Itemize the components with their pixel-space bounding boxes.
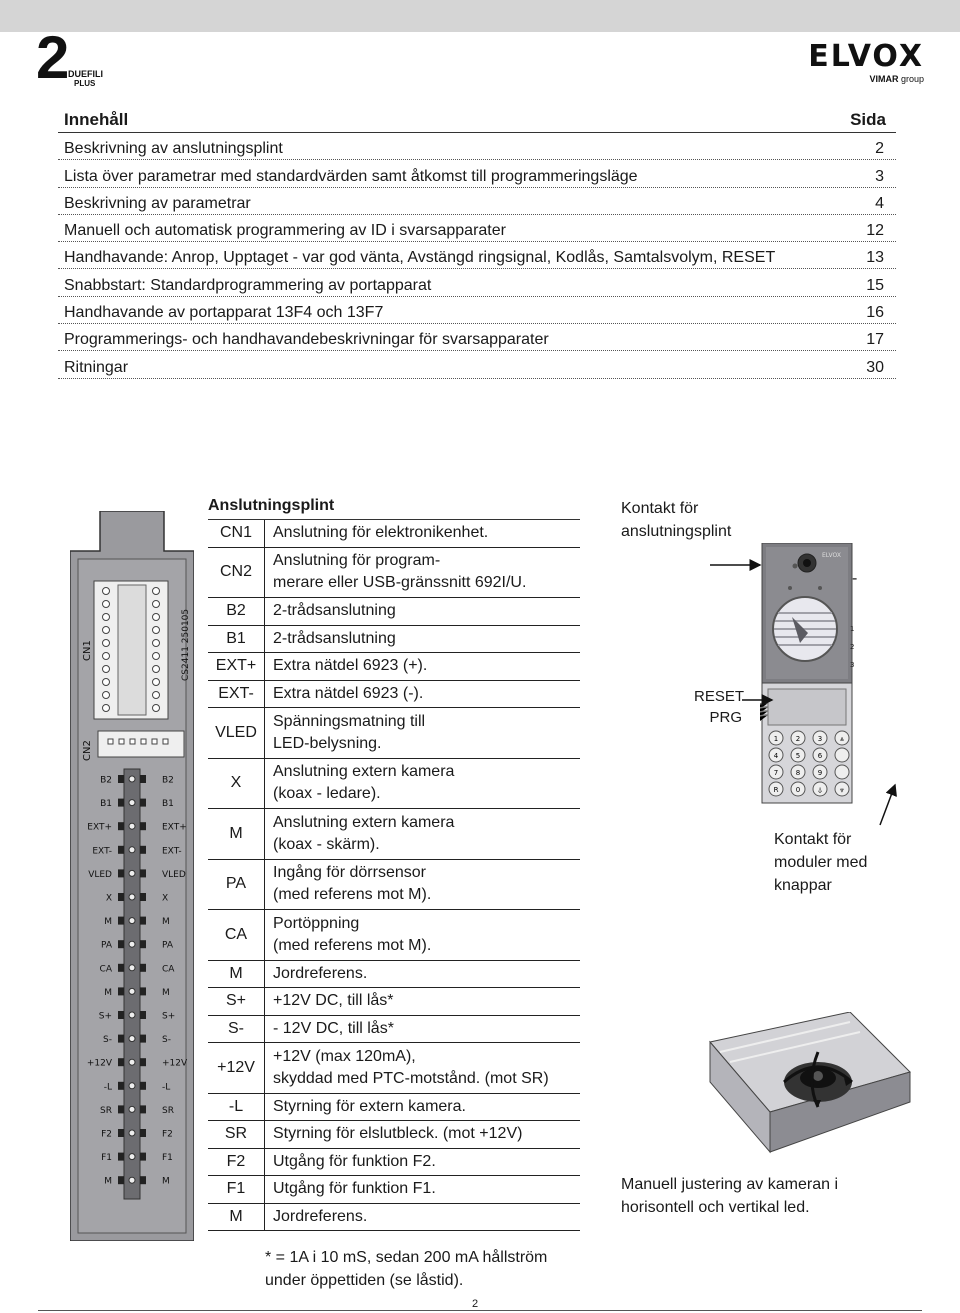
terminal-contact — [129, 800, 135, 806]
cn1-pin — [153, 679, 160, 686]
terminal-contact — [129, 1083, 135, 1089]
keypad-label: 6 — [817, 752, 823, 760]
terminal-label-left: M — [104, 1176, 112, 1187]
footnote-line2: under öppettiden (se låstid). — [265, 1272, 464, 1289]
terminal-contact — [129, 988, 135, 994]
terminal-description-line: Jordreferens. — [273, 1207, 368, 1225]
terminal-row — [208, 1121, 580, 1149]
terminal-row — [208, 860, 580, 911]
footer-rule — [38, 1310, 922, 1311]
cn1-pin — [153, 640, 160, 647]
terminal-contact — [129, 823, 135, 829]
terminal-row — [208, 626, 580, 654]
keypad-label: ⩔ — [840, 786, 844, 794]
elvox-logo — [804, 39, 924, 88]
cn1-pin — [153, 705, 160, 712]
terminal-description-line: Anslutning extern kamera — [273, 763, 455, 781]
terminal-label-left: S+ — [98, 1011, 112, 1022]
terminal-screw — [118, 1011, 124, 1019]
terminal-row — [208, 1204, 580, 1232]
cn1-pin — [103, 588, 110, 595]
terminal-description — [265, 759, 580, 809]
toc-page: 12 — [866, 222, 884, 240]
terminal-label-left: SR — [100, 1105, 112, 1116]
cn1-pin — [103, 679, 110, 686]
toc-label: Handhavande: Anrop, Upptaget - var god vänta, Avstängd ringsignal, Kodlås, Samtalsvolym, RESET — [64, 249, 776, 267]
terminal-screw — [140, 940, 146, 948]
label-kontakt-moduler-line3: knappar — [774, 877, 832, 894]
terminal-label-right: F1 — [162, 1153, 173, 1164]
terminal-description-line: Portöppning — [273, 914, 360, 932]
terminal-screw — [140, 822, 146, 830]
table-of-contents — [58, 104, 896, 379]
terminal-key: EXT+ — [208, 653, 265, 680]
terminal-key: S+ — [208, 988, 265, 1015]
toc-label: Manuell och automatisk programmering av ID i svarsapparater — [64, 222, 506, 240]
terminal-label-right: F2 — [162, 1129, 173, 1140]
terminal-contact — [129, 1012, 135, 1018]
terminal-label-right: M — [162, 917, 170, 928]
toc-label: Programmerings- och handhavandebeskrivningar för svarsapparater — [64, 331, 549, 349]
terminal-description — [265, 1149, 580, 1176]
toc-row[interactable] — [58, 297, 896, 324]
terminal-description — [265, 520, 580, 547]
terminal-description — [265, 708, 580, 758]
terminal-description-line: Anslutning för program- — [273, 552, 441, 570]
terminal-screw — [118, 1153, 124, 1161]
terminal-description — [265, 1016, 580, 1043]
terminal-description-line: (koax - ledare). — [273, 785, 381, 803]
label-kontakt-moduler — [774, 828, 867, 897]
terminal-description-line: (med referens mot M). — [273, 936, 432, 954]
terminal-screw — [140, 893, 146, 901]
toc-page: 2 — [875, 140, 884, 158]
terminal-description-line: - 12V DC, till lås* — [273, 1019, 394, 1037]
terminal-description-line: Spänningsmatning till — [273, 712, 426, 730]
terminal-label-left: VLED — [88, 869, 112, 880]
keypad-label: ⍙ — [817, 786, 823, 794]
terminal-key: SR — [208, 1121, 265, 1148]
cn1-pin — [153, 614, 160, 621]
terminal-description-line: Anslutning extern kamera — [273, 813, 455, 831]
toc-row[interactable] — [58, 242, 896, 269]
toc-label: Handhavande av portapparat 13F4 och 13F7 — [64, 304, 384, 322]
terminal-description — [265, 1094, 580, 1121]
terminal-contact — [129, 870, 135, 876]
cn1-pin — [103, 692, 110, 699]
toc-page: 4 — [875, 194, 884, 212]
terminal-label-left: B1 — [100, 799, 112, 810]
terminal-key: CA — [208, 910, 265, 960]
terminal-description-line: Styrning för elslutbleck. (mot +12V) — [273, 1125, 523, 1143]
terminal-contact — [129, 776, 135, 782]
terminal-screw — [118, 1129, 124, 1137]
terminal-screw — [118, 940, 124, 948]
toc-row[interactable] — [58, 269, 896, 296]
toc-page-header: Sida — [850, 110, 886, 129]
terminal-description-line: Utgång för funktion F2. — [273, 1152, 436, 1170]
terminal-screw — [140, 1058, 146, 1066]
toc-page: 13 — [866, 249, 884, 267]
terminal-description — [265, 548, 580, 598]
terminal-key: F1 — [208, 1176, 265, 1203]
toc-row[interactable] — [58, 351, 896, 378]
terminal-label-right: S+ — [162, 1011, 176, 1022]
keypad-label: 4 — [773, 752, 779, 760]
terminal-screw — [118, 987, 124, 995]
terminal-description — [265, 681, 580, 708]
terminal-description — [265, 653, 580, 680]
label-kontakt-plint-line2: anslutningsplint — [621, 523, 732, 540]
terminal-label-right: S- — [162, 1035, 171, 1046]
terminal-screw — [118, 775, 124, 783]
footnote-line1: * = 1A i 10 mS, sedan 200 mA hållström — [265, 1249, 548, 1266]
toc-page: 17 — [866, 331, 884, 349]
terminal-screw — [118, 869, 124, 877]
terminal-key: F2 — [208, 1149, 265, 1176]
terminal-screw — [118, 1176, 124, 1184]
terminal-contact — [129, 1106, 135, 1112]
terminal-screw — [140, 846, 146, 854]
footnote — [265, 1246, 547, 1292]
svg-text:3: 3 — [850, 661, 855, 669]
cn1-pin — [103, 640, 110, 647]
terminal-label-left: F1 — [101, 1153, 112, 1164]
terminal-key: S- — [208, 1016, 265, 1043]
terminal-label-right: -L — [162, 1082, 171, 1093]
terminal-label-right: SR — [162, 1105, 174, 1116]
brand-sub-text: group — [900, 74, 924, 84]
terminal-label-left: EXT- — [92, 846, 112, 857]
cn1-pin — [103, 653, 110, 660]
terminal-description-line: (med referens mot M). — [273, 886, 432, 904]
cn2-pin — [108, 739, 113, 744]
terminal-label-right: B1 — [162, 799, 174, 810]
toc-row[interactable] — [58, 133, 896, 160]
cn1-key — [118, 585, 146, 715]
brand-sub — [804, 74, 924, 84]
terminal-label-right: CA — [162, 964, 175, 975]
terminal-screw — [140, 1153, 146, 1161]
terminal-key: +12V — [208, 1043, 265, 1093]
keypad-button — [835, 765, 849, 779]
terminal-screw — [118, 822, 124, 830]
keypad-label: 3 — [817, 735, 823, 743]
terminal-label-right: B2 — [162, 775, 174, 786]
toc-page: 3 — [875, 167, 884, 185]
terminal-key: X — [208, 759, 265, 809]
logo-numeral: 2 — [36, 24, 68, 91]
terminal-screw — [140, 964, 146, 972]
terminal-description-line: Extra nätdel 6923 (-). — [273, 684, 424, 702]
due-fili-plus-logo — [36, 24, 108, 91]
terminal-row — [208, 1094, 580, 1122]
terminal-contact — [129, 918, 135, 924]
terminal-label-right: M — [162, 1176, 170, 1187]
label-reset-prg — [694, 686, 745, 728]
terminal-screw — [140, 1035, 146, 1043]
terminal-row — [208, 1016, 580, 1044]
brand-sub-bold: VIMAR — [869, 74, 899, 84]
terminal-description — [265, 961, 580, 988]
terminal-row — [208, 961, 580, 989]
terminal-label-left: F2 — [101, 1129, 112, 1140]
terminal-screw — [118, 1058, 124, 1066]
toc-label: Ritningar — [64, 358, 129, 376]
cn2-pin — [163, 739, 168, 744]
terminal-screw — [118, 846, 124, 854]
terminal-label-left: M — [104, 917, 112, 928]
cn2-pin — [130, 739, 135, 744]
terminal-screw — [140, 917, 146, 925]
terminal-screw — [118, 964, 124, 972]
terminal-screw — [118, 799, 124, 807]
terminal-description — [265, 988, 580, 1015]
terminal-screw — [140, 1176, 146, 1184]
logo-line1: DUEFILI — [68, 69, 103, 79]
terminal-key: B1 — [208, 626, 265, 653]
top-bar — [0, 0, 960, 32]
terminal-description — [265, 1204, 580, 1231]
keypad-button — [835, 748, 849, 762]
terminal-row — [208, 759, 580, 810]
svg-text:2: 2 — [850, 643, 855, 651]
terminal-contact — [129, 894, 135, 900]
terminal-screw — [118, 1035, 124, 1043]
terminal-screw — [118, 1082, 124, 1090]
terminal-description-line: LED-belysning. — [273, 734, 382, 752]
toc-title: Innehåll — [64, 110, 129, 129]
label-kontakt-plint — [621, 497, 731, 543]
terminal-description-line: Styrning för extern kamera. — [273, 1097, 466, 1115]
terminal-description — [265, 910, 580, 960]
toc-label: Lista över parametrar med standardvärden samt åtkomst till programmeringsläge — [64, 167, 638, 185]
terminal-description — [265, 809, 580, 859]
toc-row[interactable] — [58, 215, 896, 242]
terminal-contact — [129, 1036, 135, 1042]
terminal-block-diagram — [70, 511, 194, 1241]
toc-page: 15 — [866, 276, 884, 294]
terminal-label-right: EXT+ — [162, 822, 187, 833]
label-manuell-line2: horisontell och vertikal led. — [621, 1199, 810, 1216]
terminal-description-line: skyddad med PTC-motstånd. (mot SR) — [273, 1069, 549, 1087]
terminal-description-line: +12V DC, till lås* — [273, 992, 394, 1010]
door-station-illustration — [760, 543, 858, 805]
terminal-screw — [140, 1011, 146, 1019]
label-prg: PRG — [709, 709, 742, 726]
terminal-description-line: Anslutning för elektronikenhet. — [273, 524, 489, 542]
cn1-pin — [153, 588, 160, 595]
table-title: Anslutningsplint — [208, 497, 335, 514]
cn2-pin — [119, 739, 124, 744]
terminal-screw — [140, 799, 146, 807]
terminal-key: CN2 — [208, 548, 265, 598]
terminal-row — [208, 988, 580, 1016]
terminal-description-line: +12V (max 120mA), — [273, 1047, 416, 1065]
terminal-label-right: VLED — [162, 869, 186, 880]
terminal-row — [208, 598, 580, 626]
terminal-label-right: EXT- — [162, 846, 182, 857]
svg-text:1: 1 — [850, 625, 855, 633]
cn1-pin — [153, 601, 160, 608]
toc-page: 30 — [866, 358, 884, 376]
terminal-key: CN1 — [208, 520, 265, 547]
terminal-contact — [129, 847, 135, 853]
terminal-screw — [140, 869, 146, 877]
keypad-label: 0 — [795, 786, 801, 794]
terminal-screw — [140, 987, 146, 995]
toc-page: 16 — [866, 304, 884, 322]
terminal-description — [265, 598, 580, 625]
cn1-label: CN1 — [82, 640, 93, 661]
terminal-label-right: M — [162, 987, 170, 998]
terminal-description — [265, 1121, 580, 1148]
terminal-label-right: +12V — [162, 1058, 188, 1069]
terminal-description — [265, 860, 580, 910]
keypad-label: 5 — [795, 752, 801, 760]
cn1-pin — [153, 627, 160, 634]
toc-label: Beskrivning av parametrar — [64, 194, 251, 212]
terminal-screw — [140, 1105, 146, 1113]
terminal-label-left: CA — [99, 964, 112, 975]
terminal-row — [208, 708, 580, 759]
terminal-contact — [129, 941, 135, 947]
keypad-label: ⩓ — [840, 735, 844, 743]
terminal-label-left: PA — [100, 940, 112, 951]
terminal-description-line: 2-trådsanslutning — [273, 602, 396, 620]
terminal-label-left: S- — [103, 1035, 112, 1046]
terminal-screw — [118, 1105, 124, 1113]
terminal-key: PA — [208, 860, 265, 910]
terminal-row — [208, 681, 580, 709]
terminal-screw — [140, 1082, 146, 1090]
terminal-description-line: Jordreferens. — [273, 964, 368, 982]
cn1-pin — [103, 601, 110, 608]
page-number: 2 — [472, 1298, 479, 1310]
terminal-key: EXT- — [208, 681, 265, 708]
terminal-contact — [129, 1177, 135, 1183]
terminal-row — [208, 809, 580, 860]
terminal-description-line: Ingång för dörrsensor — [273, 864, 426, 882]
terminal-description-line: Utgång för funktion F1. — [273, 1180, 436, 1198]
terminal-contact — [129, 1059, 135, 1065]
terminal-description — [265, 626, 580, 653]
logo-line2: PLUS — [74, 79, 96, 88]
terminal-screw — [118, 917, 124, 925]
label-kontakt-moduler-line1: Kontakt för — [774, 831, 852, 848]
cn1-pin — [153, 666, 160, 673]
terminal-label-right: X — [162, 893, 169, 904]
terminal-key: M — [208, 961, 265, 988]
terminal-description-line: 2-trådsanslutning — [273, 629, 396, 647]
cn2-pin — [141, 739, 146, 744]
terminal-label-left: -L — [103, 1082, 112, 1093]
terminal-label-left: X — [105, 893, 112, 904]
terminal-row — [208, 1043, 580, 1094]
terminal-key: B2 — [208, 598, 265, 625]
terminal-screw — [140, 775, 146, 783]
cn2-pin — [152, 739, 157, 744]
terminal-row — [208, 1149, 580, 1177]
keypad-label: 1 — [773, 735, 779, 743]
terminal-row — [208, 548, 580, 599]
camera-adjustment-illustration — [700, 1012, 914, 1162]
svg-text:ELVOX: ELVOX — [822, 552, 841, 559]
keypad-label: 2 — [795, 735, 801, 743]
label-kontakt-plint-line1: Kontakt för — [621, 500, 699, 517]
keypad-label: 9 — [817, 769, 823, 777]
cn1-pin — [103, 705, 110, 712]
terminal-description — [265, 1043, 580, 1093]
terminal-key: -L — [208, 1094, 265, 1121]
keypad-label: R — [773, 786, 779, 794]
terminal-label-left: EXT+ — [87, 822, 112, 833]
terminal-contact — [129, 965, 135, 971]
terminal-row — [208, 1176, 580, 1204]
toc-row[interactable] — [58, 160, 896, 187]
terminal-label-left: B2 — [100, 775, 112, 786]
label-kontakt-moduler-line2: moduler med — [774, 854, 868, 871]
terminal-contact — [129, 1154, 135, 1160]
terminal-row — [208, 653, 580, 681]
terminal-contact — [129, 1130, 135, 1136]
brand-name: ELVOX — [808, 39, 924, 74]
cn1-pin — [153, 692, 160, 699]
toc-row[interactable] — [58, 188, 896, 215]
terminal-screw — [118, 893, 124, 901]
board-code: CS2411 250105 — [181, 608, 191, 681]
cn1-pin — [103, 627, 110, 634]
terminal-key: M — [208, 1204, 265, 1231]
terminal-label-right: PA — [162, 940, 174, 951]
toc-label: Beskrivning av anslutningsplint — [64, 140, 283, 158]
terminal-screw — [140, 1129, 146, 1137]
toc-header — [58, 104, 896, 133]
label-reset: RESET — [694, 688, 745, 705]
cn1-pin — [153, 653, 160, 660]
terminal-key: M — [208, 809, 265, 859]
toc-label: Snabbstart: Standardprogrammering av portapparat — [64, 276, 432, 294]
terminal-description-line: merare eller USB-gränssnitt 692I/U. — [273, 574, 527, 592]
cn2-label: CN2 — [82, 740, 93, 761]
terminal-table — [208, 519, 580, 1231]
terminal-label-left: +12V — [86, 1058, 112, 1069]
terminal-description-line: Extra nätdel 6923 (+). — [273, 657, 428, 675]
terminal-description — [265, 1176, 580, 1203]
toc-row[interactable] — [58, 324, 896, 351]
terminal-key: VLED — [208, 708, 265, 758]
cn1-pin — [103, 614, 110, 621]
keypad-label: 8 — [795, 769, 801, 777]
terminal-label-left: M — [104, 987, 112, 998]
terminal-row — [208, 520, 580, 548]
cn1-pin — [103, 666, 110, 673]
terminal-row — [208, 910, 580, 961]
label-manuell-line1: Manuell justering av kameran i — [621, 1176, 838, 1193]
terminal-description-line: (koax - skärm). — [273, 835, 380, 853]
keypad-label: 7 — [773, 769, 779, 777]
label-manuell-justering — [621, 1173, 838, 1219]
label-dash: - — [852, 570, 858, 587]
